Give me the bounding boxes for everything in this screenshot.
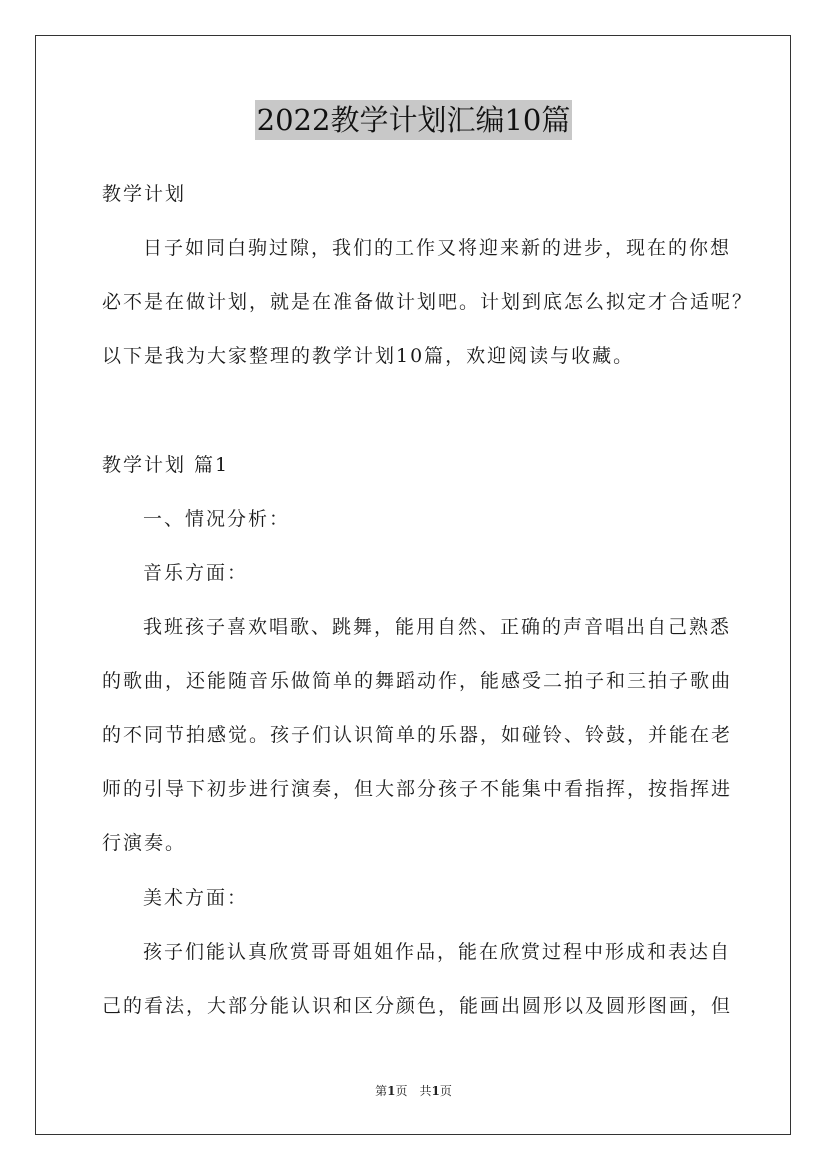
intro-line-3: 以下是我为大家整理的教学计划10篇，欢迎阅读与收藏。: [102, 345, 635, 367]
music-line-2: 的歌曲，还能随音乐做简单的舞蹈动作，能感受二拍子和三拍子歌曲: [102, 670, 733, 692]
music-line-4: 师的引导下初步进行演奏，但大部分孩子不能集中看指挥，按指挥进: [102, 778, 733, 800]
intro-line-1: 日子如同白驹过隙，我们的工作又将迎来新的进步，现在的你想: [143, 237, 732, 259]
footer-page-mid: 页 共: [395, 1084, 432, 1098]
footer-page-current: 1: [387, 1084, 396, 1098]
document-title: 2022教学计划汇编10篇: [255, 100, 573, 140]
page-footer: [0, 1083, 827, 1099]
music-heading: 音乐方面：: [143, 562, 249, 584]
intro-line-2: 必不是在做计划，就是在准备做计划吧。计划到底怎么拟定才合适呢？: [102, 291, 754, 313]
section-heading: 教学计划: [102, 183, 187, 205]
art-line-1: 孩子们能认真欣赏哥哥姐姐作品，能在欣赏过程中形成和表达自: [143, 941, 732, 963]
art-heading: 美术方面：: [143, 887, 249, 909]
footer-page-prefix: 第: [375, 1084, 388, 1098]
footer-page-total: 1: [431, 1084, 440, 1098]
music-line-1: 我班孩子喜欢唱歌、跳舞，能用自然、正确的声音唱出自己熟悉: [143, 616, 732, 638]
art-line-2: 己的看法，大部分能认识和区分颜色，能画出圆形以及圆形图画，但: [102, 995, 733, 1017]
item-situation-analysis: 一、情况分析：: [143, 508, 291, 530]
section1-heading: 教学计划 篇1: [102, 454, 230, 476]
title-container: [0, 100, 827, 140]
music-line-3: 的不同节拍感觉。孩子们认识简单的乐器，如碰铃、铃鼓，并能在老: [102, 724, 733, 746]
footer-page-suffix: 页: [439, 1084, 452, 1098]
music-line-5: 行演奏。: [102, 832, 187, 854]
